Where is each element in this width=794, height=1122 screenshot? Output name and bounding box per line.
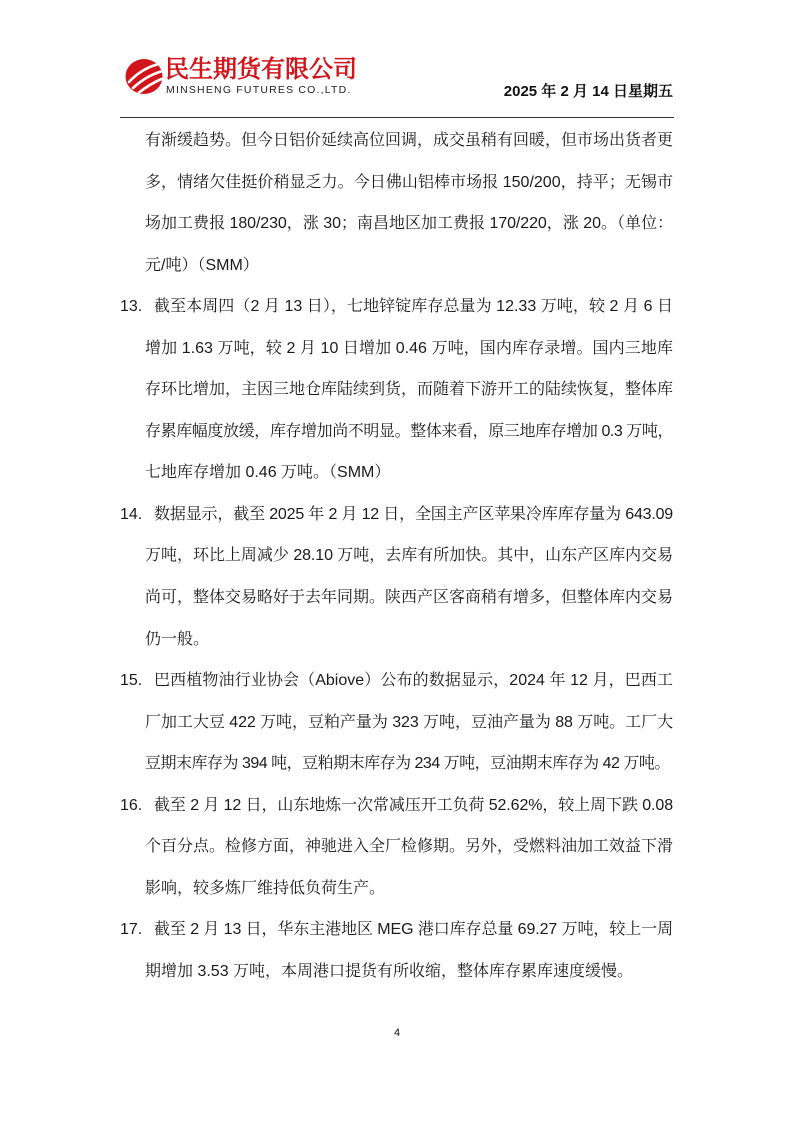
list-item-13 [120,286,673,494]
paragraph-line: 七地库存增加 0.46 万吨。（SMM） [145,464,391,482]
company-name-en: MINSHENG FUTURES CO.,LTD. [166,84,352,96]
list-item-14 [120,494,673,660]
paragraph-line: 影响，较多炼厂维持低负荷生产。 [145,879,386,897]
list-item-number: 15. [120,672,143,690]
paragraph-line: 厂加工大豆 422 万吨，豆粕产量为 323 万吨，豆油产量为 88 万吨。工厂大 [145,713,673,731]
paragraph-line: 元/吨）（SMM） [145,256,259,274]
paragraph-line: 万吨，环比上周减少 28.10 万吨，去库有所加快。其中，山东产区库内交易 [145,547,673,565]
minsheng-logo-icon [124,57,164,95]
paragraph-line: 数据显示，截至 2025 年 2 月 12 日，全国主产区苹果冷库库存量为 643.09 [154,505,673,523]
paragraph-line: 场加工费报 180/230，涨 30；南昌地区加工费报 170/220，涨 20。（单位： [145,215,673,233]
paragraph-line: 截至 2 月 13 日，华东主港地区 MEG 港口库存总量 69.27 万吨，较上一周 [154,921,673,939]
paragraph-line: 仍一般。 [145,630,210,648]
paragraph-line: 多，情绪欠佳挺价稍显乏力。今日佛山铝棒市场报 150/200，持平；无锡市 [145,173,673,191]
paragraph-line: 截至 2 月 12 日，山东地炼一次常减压开工负荷 52.62%，较上周下跌 0.08 [154,796,673,814]
list-item-17 [120,909,673,992]
paragraph-line: 个百分点。检修方面，神驰进入全厂检修期。另外，受燃料油加工效益下滑 [145,838,673,856]
list-item-number: 13. [120,298,143,316]
paragraph-line: 巴西植物油行业协会（Abiove）公布的数据显示，2024 年 12 月，巴西工 [154,672,673,690]
paragraph-line: 增加 1.63 万吨，较 2 月 10 日增加 0.46 万吨，国内库存录增。国内三地库 [145,339,673,357]
list-item-number: 16. [120,796,143,814]
paragraph-line: 截至本周四（2 月 13 日），七地锌锭库存总量为 12.33 万吨，较 2 月 6 日 [154,298,673,316]
paragraph-line: 存环比增加，主因三地仓库陆续到货，而随着下游开工的陆续恢复，整体库 [145,381,673,399]
continued-paragraph [120,120,673,286]
report-date: 2025 年 2 月 14 日星期五 [503,83,673,100]
paragraph-line: 尚可，整体交易略好于去年同期。陕西产区客商稍有增多，但整体库内交易 [145,589,673,607]
paragraph-line: 有渐缓趋势。但今日铝价延续高位回调，成交虽稍有回暖，但市场出货者更 [145,132,673,149]
header-divider [120,117,674,118]
list-item-15 [120,660,673,785]
page-number: 4 [393,1027,401,1039]
list-item-16 [120,785,673,910]
document-body [120,120,673,992]
paragraph-line: 豆期末库存为 394 吨，豆粕期末库存为 234 万吨，豆油期末库存为 42 万吨。 [145,755,670,773]
list-item-number: 17. [120,921,143,939]
paragraph-line: 存累库幅度放缓，库存增加尚不明显。整体来看，原三地库存增加 0.3 万吨， [145,422,673,440]
list-item-number: 14. [120,505,143,523]
company-name-cn: 民生期货有限公司 [165,55,357,83]
paragraph-line: 期增加 3.53 万吨，本周港口提货有所收缩，整体库存累库速度缓慢。 [145,962,634,980]
